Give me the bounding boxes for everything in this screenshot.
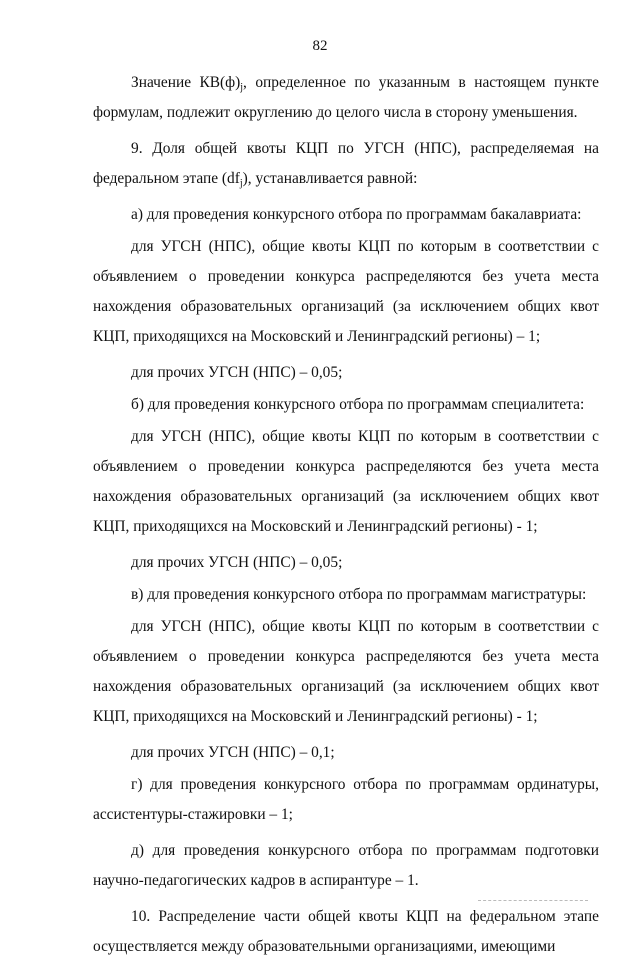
document-body bbox=[93, 68, 599, 964]
scan-edge-mark bbox=[478, 900, 588, 901]
paragraph-item-b-ugsn: для УГСН (НПС), общие квоты КЦП по которым в соответствии с объявлением о проведении конкурса распределяются без учета места нахождения образовательных организаций (за исключением общих квот КЦП, приходящихся на Московский и Ленинградский регионы) - 1; bbox=[93, 428, 599, 535]
paragraph-section-9 bbox=[93, 134, 599, 194]
subscript-j: j bbox=[239, 178, 243, 189]
paragraph-item-a-ugsn: для УГСН (НПС), общие квоты КЦП по которым в соответствии с объявлением о проведении конкурса распределяются без учета места нахождения образовательных организаций (за исключением общих квот КЦП, приходящихся на Московский и Ленинградский регионы) – 1; bbox=[93, 238, 599, 345]
paragraph-section-10: 10. Распределение части общей квоты КЦП на федеральном этапе осуществляется между образовательными организациями, имеющими bbox=[93, 908, 599, 955]
paragraph-text: 9. Доля общей квоты КЦП по УГСН (НПС), распределяемая на федеральном этапе (df bbox=[93, 140, 599, 187]
subscript-j: j bbox=[240, 82, 244, 93]
page-number: 82 bbox=[312, 38, 328, 54]
paragraph-item-v-other: для прочих УГСН (НПС) – 0,1; bbox=[131, 744, 335, 761]
paragraph-item-g: г) для проведения конкурсного отбора по программам ординатуры, ассистентуры-стажировки – 1; bbox=[93, 776, 599, 823]
paragraph-item-a-other: для прочих УГСН (НПС) – 0,05; bbox=[131, 364, 343, 381]
paragraph-text: Значение КВ(ф) bbox=[131, 74, 241, 91]
paragraph-item-v-ugsn: для УГСН (НПС), общие квоты КЦП по которым в соответствии с объявлением о проведении конкурса распределяются без учета места нахождения образовательных организаций (за исключением общих квот КЦП, приходящихся на Московский и Ленинградский регионы) - 1; bbox=[93, 618, 599, 725]
paragraph-value-rounding bbox=[93, 68, 599, 128]
paragraph-item-a: а) для проведения конкурсного отбора по программам бакалавриата: bbox=[131, 206, 582, 223]
paragraph-item-d: д) для проведения конкурсного отбора по программам подготовки научно-педагогических кадров в аспирантуре – 1. bbox=[93, 842, 599, 889]
paragraph-item-b: б) для проведения конкурсного отбора по программам специалитета: bbox=[131, 396, 585, 413]
paragraph-item-b-other: для прочих УГСН (НПС) – 0,05; bbox=[131, 554, 343, 571]
paragraph-text: ), устанавливается равной: bbox=[242, 170, 418, 187]
paragraph-item-v: в) для проведения конкурсного отбора по программам магистратуры: bbox=[131, 586, 587, 603]
paragraph-text: , определенное по указанным в настоящем пункте формулам, подлежит округлению до целого числа в сторону уменьшения. bbox=[93, 74, 599, 121]
